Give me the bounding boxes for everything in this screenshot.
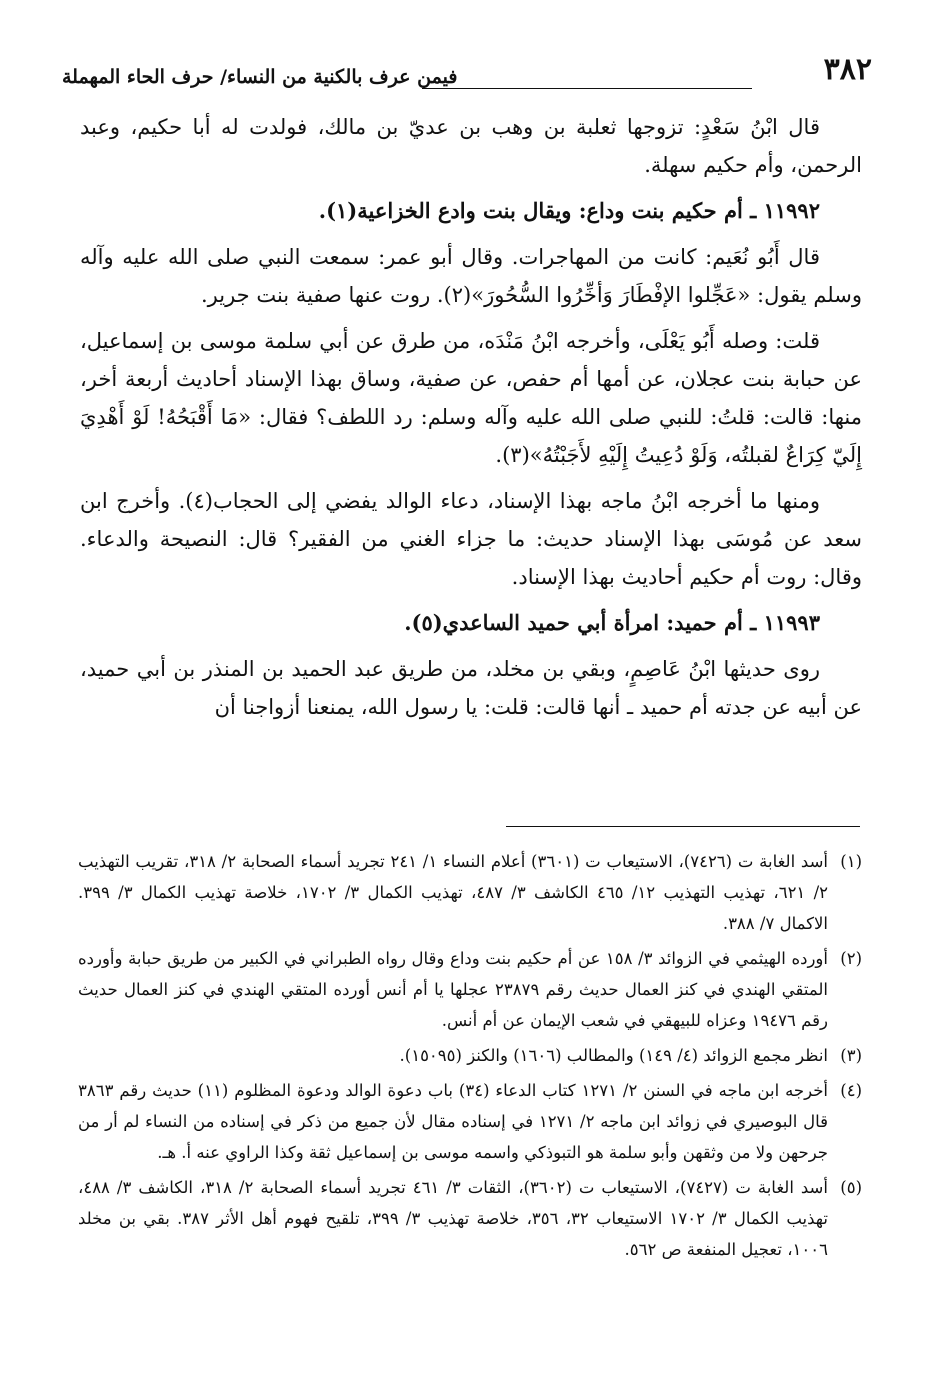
footnote-mark: (١) (840, 852, 862, 871)
footnote-mark: (٢) (840, 949, 862, 968)
footnote (78, 1172, 862, 1265)
footnotes (78, 846, 862, 1269)
paragraph: قال أَبُو نُعَيم: كانت من المهاجرات. وقال أبو عمر: سمعت النبي صلى الله عليه وآله وسلم يقول: «عَجِّلوا الإفْطَارَ وَأخِّرُوا السُّحُورَ»(٢). روت عنها صفية بنت جرير. (80, 245, 862, 307)
footnote-text: أسد الغابة ت (٧٤٢٧)، الاستيعاب ت (٣٦٠٢)، الثقات ٣/ ٤٦١ تجريد أسماء الصحابة ٢/ ٣١٨، الكاشف ٣/ ٤٨٨، تهذيب الكمال ٣/ ١٧٠٢ الاستيعاب ٣٢، ٣٥٦، خلاصة تهذيب ٣/ ٣٩٩، تلقيح فهوم أهل الأثر ٣٨٧. بقي بن مخلد ١٠٠٦، تعجيل المنفعة ص ٥٦٢. (78, 1178, 828, 1259)
page-header (62, 52, 872, 96)
paragraph: روى حديثها ابْنُ عَاصِمٍ، وبقي بن مخلد، من طريق عبد الحميد بن المنذر بن أبي حميد، عن أبيه عن جدته أم حميد ـ أنها قالت: قلت: يا رسول الله، يمنعنا أزواجنا أن (80, 657, 862, 719)
page-number: ٣٨٢ (823, 52, 872, 87)
footnote-mark: (٥) (840, 1178, 862, 1197)
paragraph: قال ابْنُ سَعْدٍ: تزوجها ثعلبة بن وهب بن عديّ بن مالك، فولدت له أبا حكيم، وعبد الرحمن، وأم حكيم سهلة. (80, 115, 862, 177)
footnote-mark: (٣) (840, 1046, 862, 1065)
footnote-text: انظر مجمع الزوائد (٤/ ١٤٩) والمطالب (١٦٠٦) والكنز (١٥٠٩٥). (399, 1046, 828, 1065)
main-text (80, 108, 862, 734)
entry-heading: ١١٩٩٣ ـ أم حميد: امرأة أبي حميد الساعدي(٥). (404, 610, 820, 635)
footnote-text: أورده الهيثمي في الزوائد ٣/ ١٥٨ عن أم حكيم بنت وداع وقال رواه الطبراني في الكبير من طريق حبابة وأورده المتقي الهندي في كنز العمال حديث رقم ٢٣٨٧٩ عجلها يا أم أنس أورده المتقي الهندي في كنز العمال حديث رقم ١٩٤٧٦ وعزاه للبيهقي في شعب الإيمان عن أم أنس. (78, 949, 828, 1030)
paragraph: قلت: وصله أَبُو يَعْلَى، وأخرجه ابْنُ مَنْدَه، من طرق عن أبي سلمة موسى بن إسماعيل، عن حبابة بنت عجلان، عن أمها أم حفص، عن صفية، وساق بهذا الإسناد أحاديث أربعة أخر، منها: قالت: قلتُ: للنبي صلى الله عليه وآله وسلم: رد اللطف؟ فقال: «مَا أَقْبَحُهُ! لَوْ أَهْدِيَ إِلَيّ كِرَاعٌ لقبلتُه، وَلَوْ دُعِيتُ إِلَيْهِ لأَجَبْتُهُ»(٣). (80, 329, 862, 467)
footnote (78, 1075, 862, 1168)
footnote-separator (506, 826, 860, 827)
footnote (78, 846, 862, 939)
footnote (78, 943, 862, 1036)
footnote-mark: (٤) (840, 1081, 862, 1100)
footnote-text: أخرجه ابن ماجه في السنن ٢/ ١٢٧١ كتاب الدعاء (٣٤) باب دعوة الوالد ودعوة المظلوم (١١) حديث رقم ٣٨٦٣ قال البوصيري في زوائد ابن ماجه ٢/ ١٢٧١ في إسناده مقال لأن جميع من ذكر في إسناده من النساء لم أر من جرحهن ولا من وثقهن وأبو سلمة هو التبوذكي واسمه موسى بن إسماعيل ثقة وكذا الراوي عنه أ. هـ. (78, 1081, 829, 1162)
running-head: فيمن عرف بالكنية من النساء/ حرف الحاء المهملة (62, 66, 458, 88)
header-rule (422, 88, 752, 89)
paragraph: ومنها ما أخرجه ابْنُ ماجه بهذا الإسناد، دعاء الوالد يفضي إلى الحجاب(٤). وأخرج ابن سعد عن مُوسَى بهذا الإسناد حديث: ما جزاء الغني من الفقير؟ قال: النصيحة والدعاء. وقال: روت أم حكيم أحاديث بهذا الإسناد. (80, 489, 862, 589)
footnote (78, 1040, 862, 1071)
entry-heading: ١١٩٩٢ ـ أم حكيم بنت وداع: ويقال بنت وادع الخزاعية(١). (318, 198, 820, 223)
footnote-text: أسد الغابة ت (٧٤٢٦)، الاستيعاب ت (٣٦٠١) أعلام النساء ١/ ٢٤١ تجريد أسماء الصحابة ٢/ ٣١٨، تقريب التهذيب ٢/ ٦٢١، تهذيب التهذيب ١٢/ ٤٦٥ الكاشف ٣/ ٤٨٧، تهذيب الكمال ٣/ ١٧٠٢، خلاصة تهذيب الكمال ٣/ ٣٩٩. الاكمال ٧/ ٣٨٨. (78, 852, 829, 933)
